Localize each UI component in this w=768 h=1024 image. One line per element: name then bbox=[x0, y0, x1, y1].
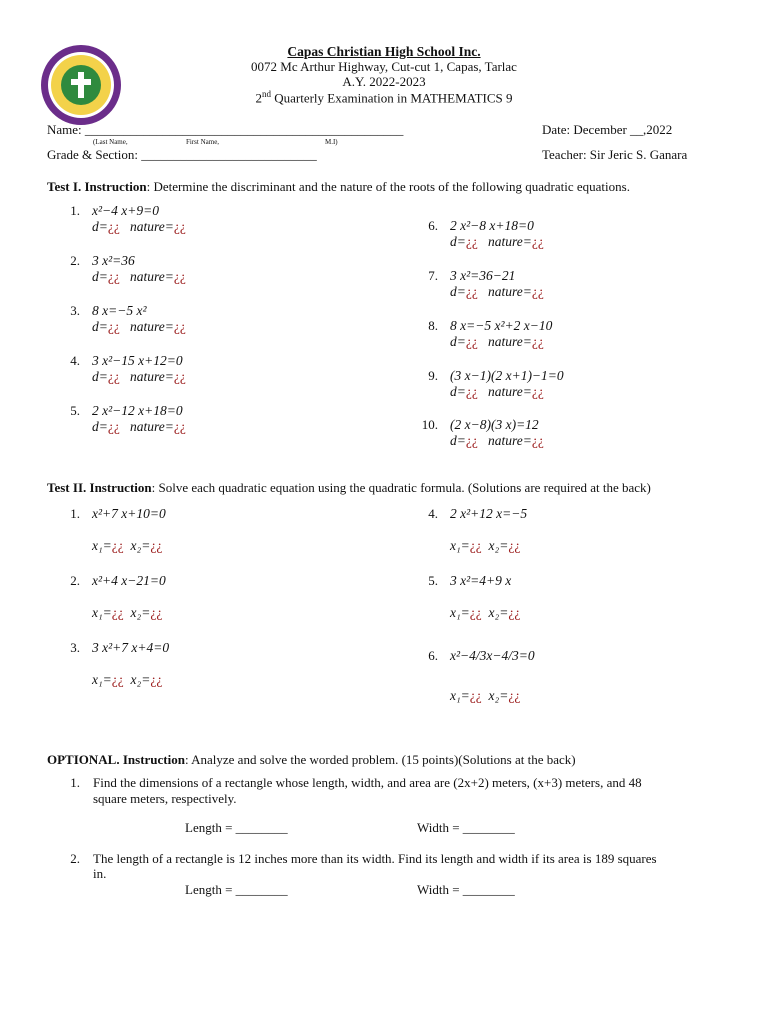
nature-blank[interactable]: ¿¿ bbox=[531, 284, 544, 299]
discriminant-label: d= bbox=[92, 369, 108, 384]
last-name-hint: (Last Name, bbox=[93, 138, 128, 146]
test1-item-number: 6. bbox=[428, 218, 438, 233]
discriminant-label: d= bbox=[450, 234, 466, 249]
test1-item-number: 1. bbox=[70, 203, 80, 218]
test1-item-number: 2. bbox=[70, 253, 80, 268]
test1-item-number: 7. bbox=[428, 268, 438, 283]
nature-label: nature= bbox=[129, 419, 174, 434]
test2-item-number: 1. bbox=[70, 506, 80, 521]
test2-answer-line[interactable] bbox=[92, 538, 162, 554]
nature-blank[interactable]: ¿¿ bbox=[173, 269, 186, 284]
discriminant-label: d= bbox=[450, 384, 466, 399]
x2-label: x₂= bbox=[130, 605, 151, 620]
x1-blank[interactable]: ¿¿ bbox=[469, 605, 482, 620]
first-name-hint: First Name, bbox=[186, 138, 220, 146]
date-field[interactable]: Date: December __,2022 bbox=[542, 122, 673, 137]
test2-answer-line[interactable] bbox=[450, 538, 520, 554]
nature-blank[interactable]: ¿¿ bbox=[531, 433, 544, 448]
test2-answer-line[interactable] bbox=[450, 605, 520, 621]
test2-equation: 3 x²+7 x+4=0 bbox=[92, 640, 170, 655]
problem2-number: 2. bbox=[70, 851, 80, 866]
test1-item-number: 10. bbox=[421, 417, 438, 432]
test1-answer-line[interactable] bbox=[450, 284, 544, 300]
school-address: 0072 Mc Arthur Highway, Cut-cut 1, Capas, Tarlac bbox=[251, 59, 517, 74]
test2-title: Test II. Instruction bbox=[47, 480, 152, 495]
problem1-line2: square meters, respectively. bbox=[93, 791, 237, 806]
nature-blank[interactable]: ¿¿ bbox=[531, 234, 544, 249]
x1-label: x₁= bbox=[450, 688, 470, 703]
nature-blank[interactable]: ¿¿ bbox=[173, 319, 186, 334]
test1-equation: 3 x²=36−21 bbox=[450, 268, 516, 283]
academic-year: A.Y. 2022-2023 bbox=[342, 74, 426, 89]
test1-equation: 8 x=−5 x²+2 x−10 bbox=[450, 318, 553, 333]
x1-label: x₁= bbox=[92, 672, 112, 687]
x1-blank[interactable]: ¿¿ bbox=[469, 688, 482, 703]
test2-equation: x²+7 x+10=0 bbox=[92, 506, 166, 521]
test1-item-number: 4. bbox=[70, 353, 80, 368]
test2-equation: x²−4/3x−4/3=0 bbox=[450, 648, 535, 663]
test2-instruction bbox=[47, 480, 651, 496]
exam-ordinal: 2 bbox=[255, 90, 262, 106]
x1-label: x₁= bbox=[92, 605, 112, 620]
school-name: Capas Christian High School Inc. bbox=[287, 44, 481, 59]
discriminant-label: d= bbox=[92, 319, 108, 334]
test2-text: : Solve each quadratic equation using the quadratic formula. (Solutions are required at the back) bbox=[151, 480, 651, 495]
test1-item-number: 9. bbox=[428, 368, 438, 383]
nature-blank[interactable]: ¿¿ bbox=[531, 384, 544, 399]
nature-label: nature= bbox=[487, 433, 532, 448]
test2-item-number: 6. bbox=[428, 648, 438, 663]
exam-ordinal-suffix: nd bbox=[261, 89, 271, 99]
x2-blank[interactable]: ¿¿ bbox=[150, 672, 163, 687]
teacher-label: Teacher: Sir Jeric S. Ganara bbox=[542, 147, 688, 162]
x2-blank[interactable]: ¿¿ bbox=[150, 538, 163, 553]
test2-item-number: 4. bbox=[428, 506, 438, 521]
x2-label: x₂= bbox=[130, 538, 151, 553]
test2-equation: x²+4 x−21=0 bbox=[92, 573, 166, 588]
x1-label: x₁= bbox=[450, 538, 470, 553]
problem2-width-field[interactable]: Width = ________ bbox=[417, 882, 515, 897]
test1-item-number: 8. bbox=[428, 318, 438, 333]
test2-equation: 3 x²=4+9 x bbox=[450, 573, 512, 588]
test1-title: Test I. Instruction bbox=[47, 179, 147, 194]
x2-label: x₂= bbox=[130, 672, 151, 687]
test1-equation: 8 x=−5 x² bbox=[92, 303, 147, 318]
x1-blank[interactable]: ¿¿ bbox=[469, 538, 482, 553]
optional-text: : Analyze and solve the worded problem. (15 points)(Solutions at the back) bbox=[184, 752, 576, 767]
name-field[interactable] bbox=[47, 122, 403, 138]
problem1-width-field[interactable]: Width = ________ bbox=[417, 820, 515, 835]
test1-answer-line[interactable] bbox=[92, 269, 186, 285]
test1-answer-line[interactable] bbox=[92, 319, 186, 335]
test1-answer-line[interactable] bbox=[450, 384, 544, 400]
nature-label: nature= bbox=[129, 219, 174, 234]
nature-blank[interactable]: ¿¿ bbox=[531, 334, 544, 349]
exam-title-rest: Quarterly Examination in MATHEMATICS 9 bbox=[270, 90, 513, 106]
discriminant-blank[interactable]: ¿¿ bbox=[107, 369, 120, 384]
discriminant-label: d= bbox=[450, 433, 466, 448]
nature-label: nature= bbox=[487, 334, 532, 349]
test1-equation: 2 x²−8 x+18=0 bbox=[450, 218, 534, 233]
test1-instruction bbox=[47, 179, 630, 195]
discriminant-blank[interactable]: ¿¿ bbox=[107, 419, 120, 434]
name-line[interactable]: _________________________________________________ bbox=[84, 122, 404, 137]
discriminant-label: d= bbox=[450, 334, 466, 349]
nature-label: nature= bbox=[129, 319, 174, 334]
test1-text: : Determine the discriminant and the nature of the roots of the following quadratic equations. bbox=[146, 179, 630, 194]
test2-answer-line[interactable] bbox=[450, 688, 520, 704]
nature-blank[interactable]: ¿¿ bbox=[173, 219, 186, 234]
problem1-line1: Find the dimensions of a rectangle whose length, width, and area are (2x+2) meters, (x+3) meters, and 48 bbox=[93, 775, 642, 790]
test1-answer-line[interactable] bbox=[450, 334, 544, 350]
x2-label: x₂= bbox=[488, 688, 509, 703]
test2-item-number: 2. bbox=[70, 573, 80, 588]
discriminant-blank[interactable]: ¿¿ bbox=[465, 433, 478, 448]
discriminant-blank[interactable]: ¿¿ bbox=[465, 334, 478, 349]
discriminant-blank[interactable]: ¿¿ bbox=[107, 319, 120, 334]
x2-label: x₂= bbox=[488, 538, 509, 553]
nature-label: nature= bbox=[487, 384, 532, 399]
discriminant-label: d= bbox=[92, 419, 108, 434]
test1-item-number: 3. bbox=[70, 303, 80, 318]
x1-blank[interactable]: ¿¿ bbox=[111, 538, 124, 553]
test2-item-number: 5. bbox=[428, 573, 438, 588]
x1-blank[interactable]: ¿¿ bbox=[111, 605, 124, 620]
mi-hint: M.I) bbox=[325, 138, 338, 146]
nature-blank[interactable]: ¿¿ bbox=[173, 419, 186, 434]
grade-section-field[interactable] bbox=[47, 147, 317, 163]
x1-label: x₁= bbox=[92, 538, 112, 553]
problem1-number: 1. bbox=[70, 775, 80, 790]
test1-answer-line[interactable] bbox=[450, 433, 544, 449]
test1-equation: 3 x²=36 bbox=[92, 253, 135, 268]
test1-equation: 2 x²−12 x+18=0 bbox=[92, 403, 183, 418]
x2-blank[interactable]: ¿¿ bbox=[150, 605, 163, 620]
test1-answer-line[interactable] bbox=[92, 419, 186, 435]
test1-answer-line[interactable] bbox=[450, 234, 544, 250]
grade-section-line[interactable]: ___________________________ bbox=[141, 147, 317, 162]
discriminant-label: d= bbox=[92, 269, 108, 284]
test1-answer-line[interactable] bbox=[92, 219, 186, 235]
discriminant-blank[interactable]: ¿¿ bbox=[107, 269, 120, 284]
optional-title: OPTIONAL. Instruction bbox=[47, 752, 185, 767]
name-label: Name: bbox=[47, 122, 85, 137]
discriminant-blank[interactable]: ¿¿ bbox=[465, 234, 478, 249]
test1-answer-line[interactable] bbox=[92, 369, 186, 385]
test2-answer-line[interactable] bbox=[92, 605, 162, 621]
optional-instruction bbox=[47, 752, 576, 768]
problem2-line2: in. bbox=[93, 866, 107, 881]
discriminant-blank[interactable]: ¿¿ bbox=[107, 219, 120, 234]
x2-label: x₂= bbox=[488, 605, 509, 620]
grade-section-label: Grade & Section: bbox=[47, 147, 142, 162]
discriminant-label: d= bbox=[92, 219, 108, 234]
discriminant-blank[interactable]: ¿¿ bbox=[465, 284, 478, 299]
x1-blank[interactable]: ¿¿ bbox=[111, 672, 124, 687]
test1-equation: x²−4 x+9=0 bbox=[92, 203, 159, 218]
test2-item-number: 3. bbox=[70, 640, 80, 655]
test2-answer-line[interactable] bbox=[92, 672, 162, 688]
problem2-length-field[interactable]: Length = ________ bbox=[185, 882, 288, 897]
x2-blank[interactable]: ¿¿ bbox=[508, 688, 521, 703]
discriminant-blank[interactable]: ¿¿ bbox=[465, 384, 478, 399]
test2-equation: 2 x²+12 x=−5 bbox=[450, 506, 528, 521]
x2-blank[interactable]: ¿¿ bbox=[508, 605, 521, 620]
discriminant-label: d= bbox=[450, 284, 466, 299]
nature-label: nature= bbox=[129, 369, 174, 384]
x2-blank[interactable]: ¿¿ bbox=[508, 538, 521, 553]
nature-label: nature= bbox=[129, 269, 174, 284]
nature-label: nature= bbox=[487, 284, 532, 299]
test1-equation: 3 x²−15 x+12=0 bbox=[92, 353, 183, 368]
problem2-line1: The length of a rectangle is 12 inches more than its width. Find its length and width if its area is 189 squares bbox=[93, 851, 657, 866]
test1-equation: (2 x−8)(3 x)=12 bbox=[450, 417, 539, 432]
x1-label: x₁= bbox=[450, 605, 470, 620]
problem1-length-field[interactable]: Length = ________ bbox=[185, 820, 288, 835]
test1-item-number: 5. bbox=[70, 403, 80, 418]
nature-blank[interactable]: ¿¿ bbox=[173, 369, 186, 384]
test1-equation: (3 x−1)(2 x+1)−1=0 bbox=[450, 368, 564, 383]
exam-title bbox=[0, 89, 768, 106]
nature-label: nature= bbox=[487, 234, 532, 249]
